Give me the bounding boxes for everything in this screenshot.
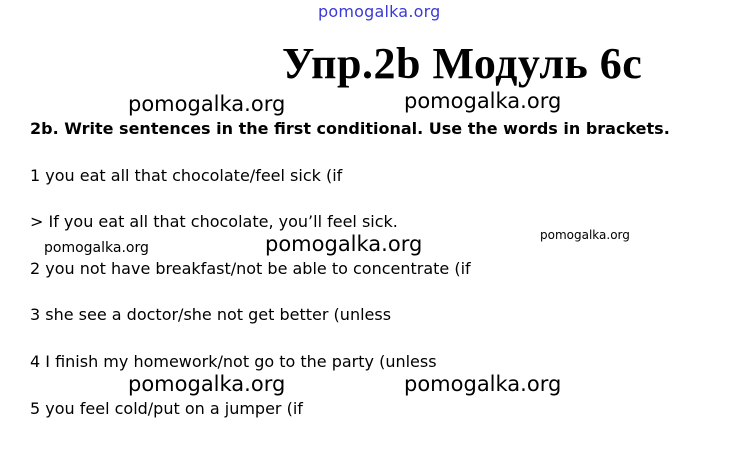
exercise-item-2: 2 you not have breakfast/not be able to concentrate (if: [30, 259, 471, 278]
watermark: pomogalka.org: [265, 232, 423, 256]
exercise-item-3: 3 she see a doctor/she not get better (unless: [30, 305, 392, 324]
watermark-top: pomogalka.org: [318, 2, 441, 21]
exercise-item-5: 5 you feel cold/put on a jumper (if: [30, 399, 303, 418]
watermark: pomogalka.org: [128, 92, 286, 116]
watermark: pomogalka.org: [128, 372, 286, 396]
example-answer: > If you eat all that chocolate, you’ll feel sick.: [30, 212, 398, 231]
watermark: pomogalka.org: [44, 240, 149, 256]
watermark: pomogalka.org: [540, 228, 630, 242]
watermark: pomogalka.org: [404, 89, 562, 113]
exercise-item-4: 4 I finish my homework/not go to the party (unless: [30, 352, 437, 371]
watermark: pomogalka.org: [404, 372, 562, 396]
exercise-item-1: 1 you eat all that chocolate/feel sick (if: [30, 166, 343, 185]
task-instruction: 2b. Write sentences in the first conditional. Use the words in brackets.: [30, 119, 670, 138]
page-title: Упр.2b Модуль 6c: [282, 39, 643, 88]
